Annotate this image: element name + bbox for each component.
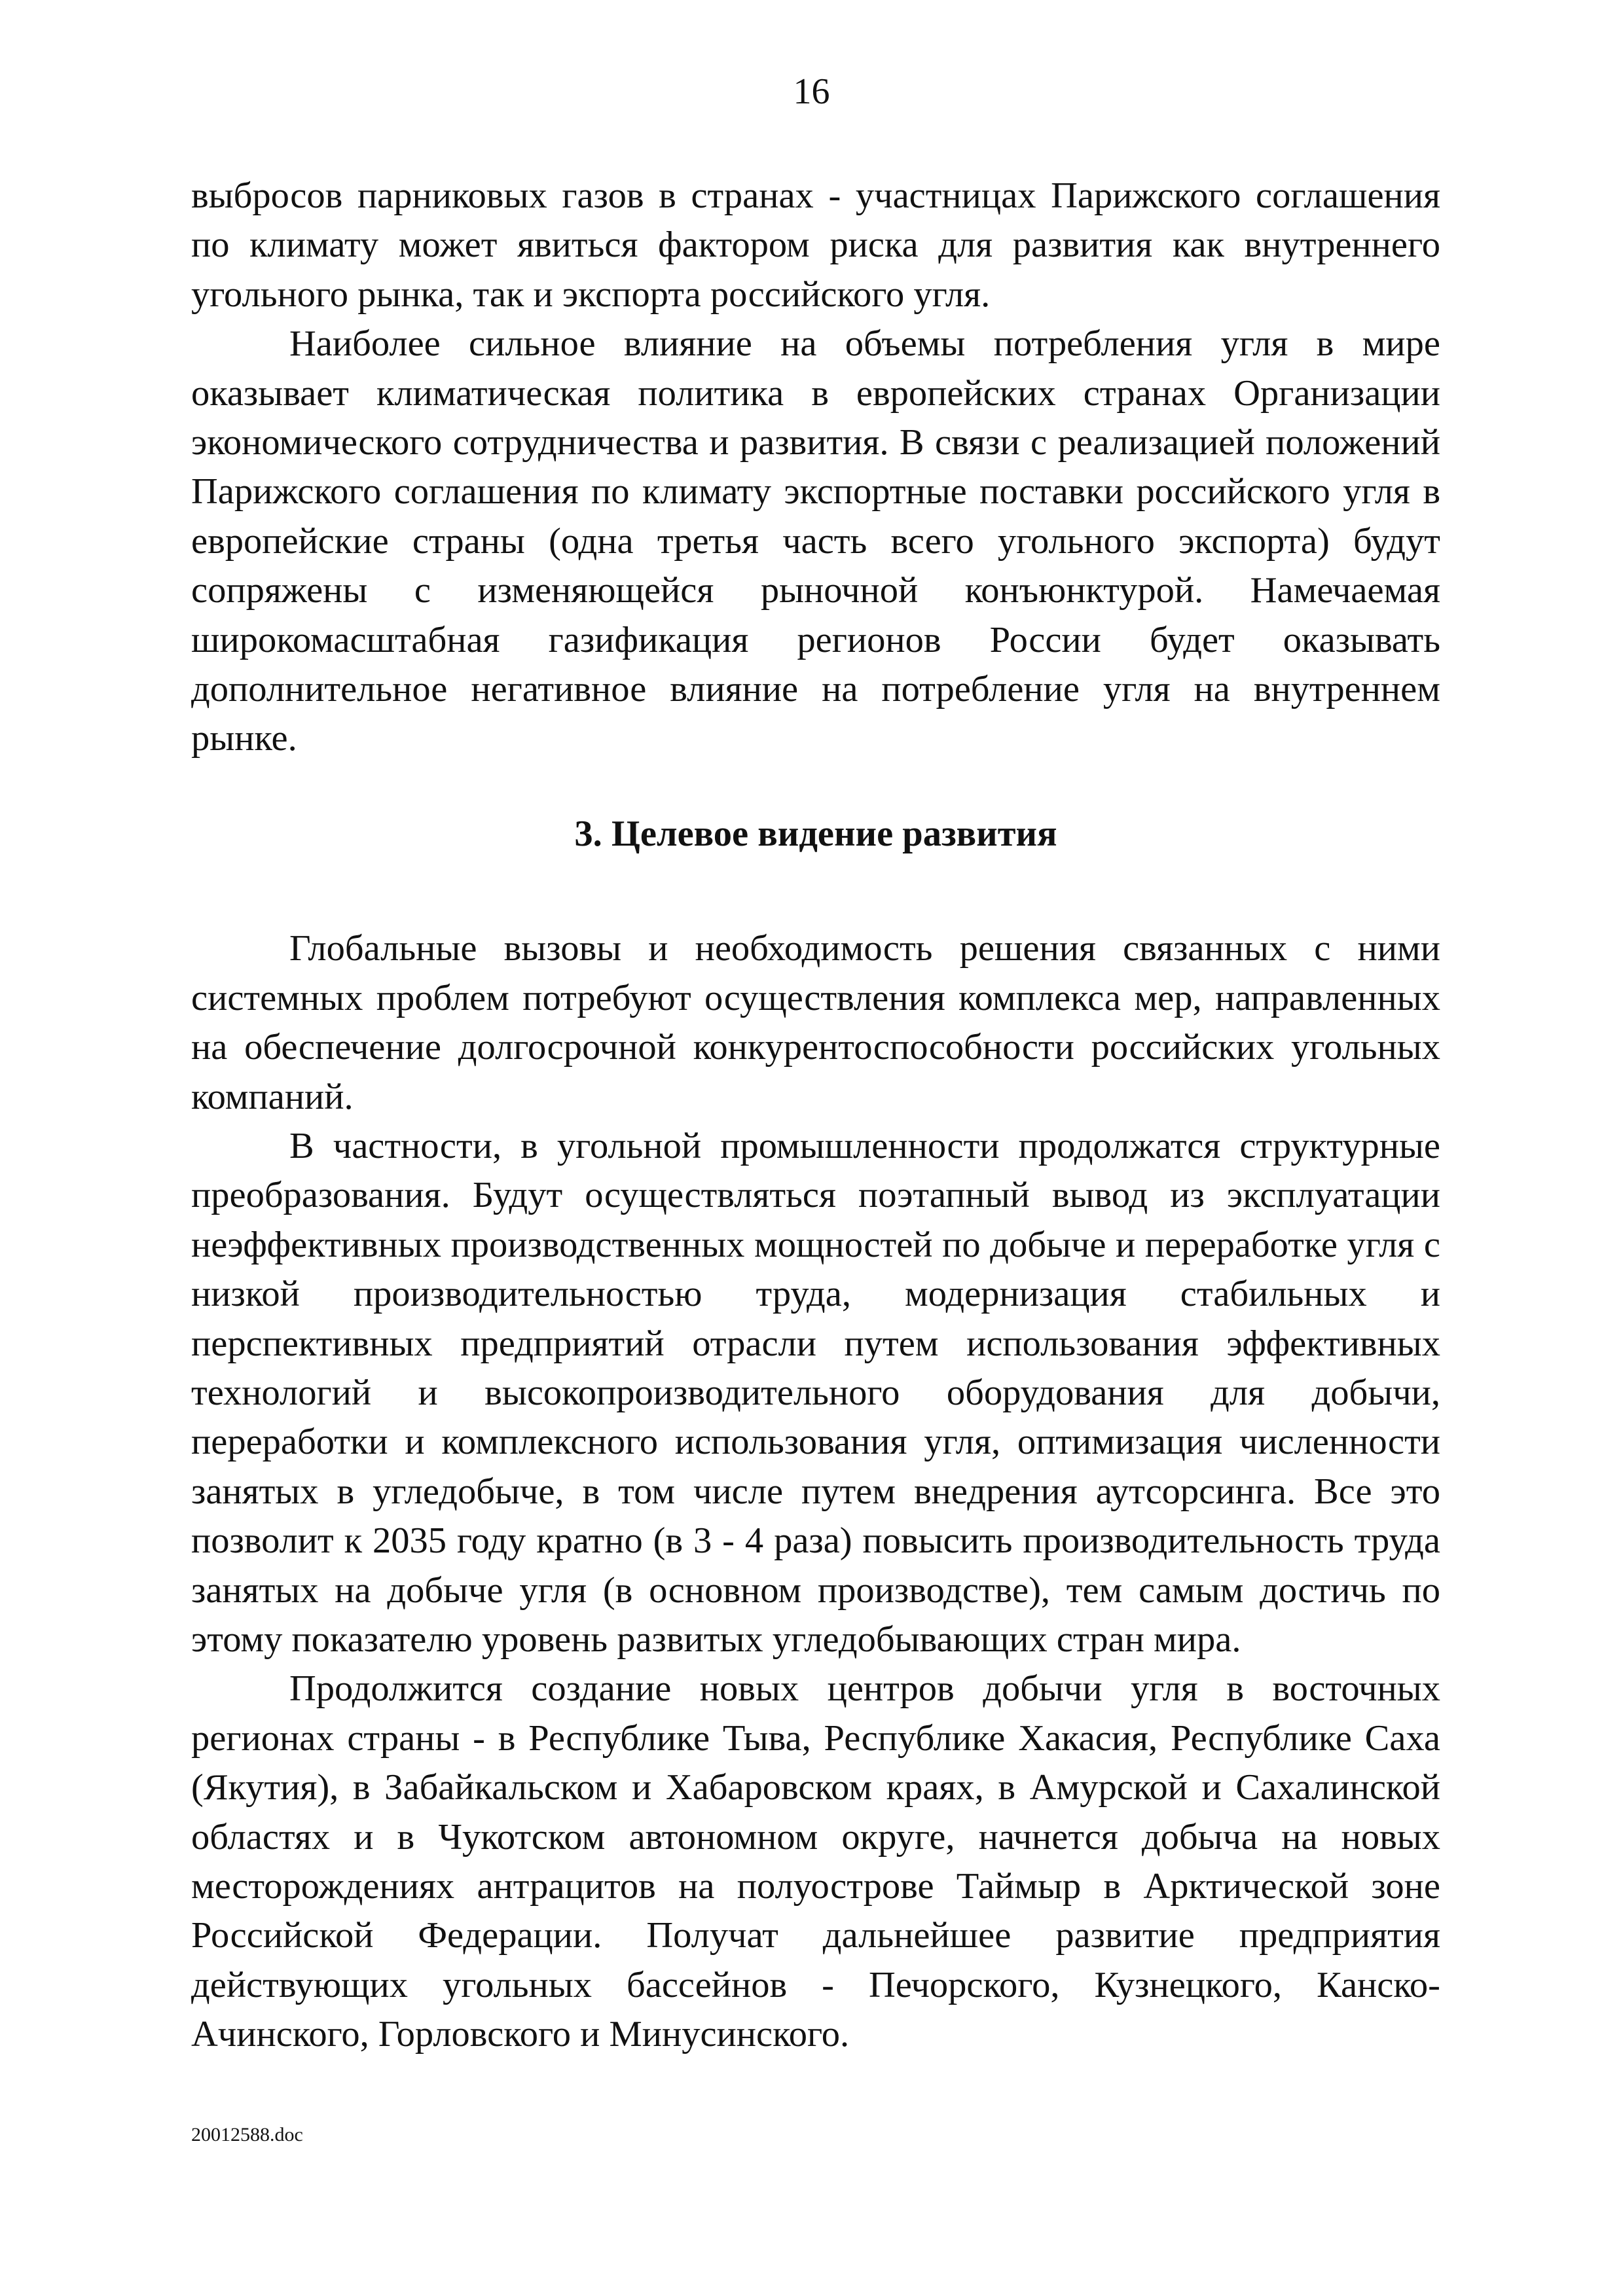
paragraph-new-mining-centers: Продолжится создание новых центров добычи угля в восточных регионах страны - в Республике Тыва, Республике Хакасия, Республике Саха (Якутия), в Забайкальском и Хабаровском краях, в Амурской и Сахалинской областях и в Чукотском автономном округе, начнется добыча на новых месторождениях антрацитов на полуострове Таймыр в Арктической зоне Российской Федерации. Получат дальнейшее развитие предприятия действующих угольных бассейнов - Печорского, Кузнецкого, Канско-Ачинского, Горловского и Минусинского. <box>191 1668 1440 2055</box>
paragraph-global-challenges: Глобальные вызовы и необходимость решения связанных с ними системных проблем потребуют осуществления комплекса мер, направленных на обеспечение долгосрочной конкурентоспособности российских угольных компаний. <box>191 928 1440 1117</box>
paragraph-continuation: выбросов парниковых газов в странах - участницах Парижского соглашения по климату может явиться фактором риска для развития как внутреннего угольного рынка, так и экспорта российского угля. <box>191 175 1440 315</box>
section-heading: 3. Целевое видение развития <box>574 813 1057 854</box>
document-body <box>191 171 1440 2060</box>
paragraph-climate-policy: Наиболее сильное влияние на объемы потребления угля в мире оказывает климатическая политика в европейских странах Организации экономического сотрудничества и развития. В связи с реализацией положений Парижского соглашения по климату экспортные поставки российского угля в европейские страны (одна третья часть всего угольного экспорта) будут сопряжены с изменяющейся рыночной конъюнктурой. Намечаемая широкомасштабная газификация регионов России будет оказывать дополнительное негативное влияние на потребление угля на внутреннем рынке. <box>191 323 1440 759</box>
paragraph-structural-changes: В частности, в угольной промышленности продолжатся структурные преобразования. Будут осуществляться поэтапный вывод из эксплуатации неэффективных производственных мощностей по добыче и переработке угля с низкой производительностью труда, модернизация стабильных и перспективных предприятий отрасли путем использования эффективных технологий и высокопроизводительного оборудования для добычи, переработки и комплексного использования угля, оптимизация численности занятых в угледобыче, в том числе путем внедрения аутсорсинга. Все это позволит к 2035 году кратно (в 3 - 4 раза) повысить производительность труда занятых на добыче угля (в основном производстве), тем самым достичь по этому показателю уровень развитых угледобывающих стран мира. <box>191 1125 1440 1660</box>
footer-filename: 20012588.doc <box>191 2124 303 2145</box>
page-number: 16 <box>793 71 830 112</box>
